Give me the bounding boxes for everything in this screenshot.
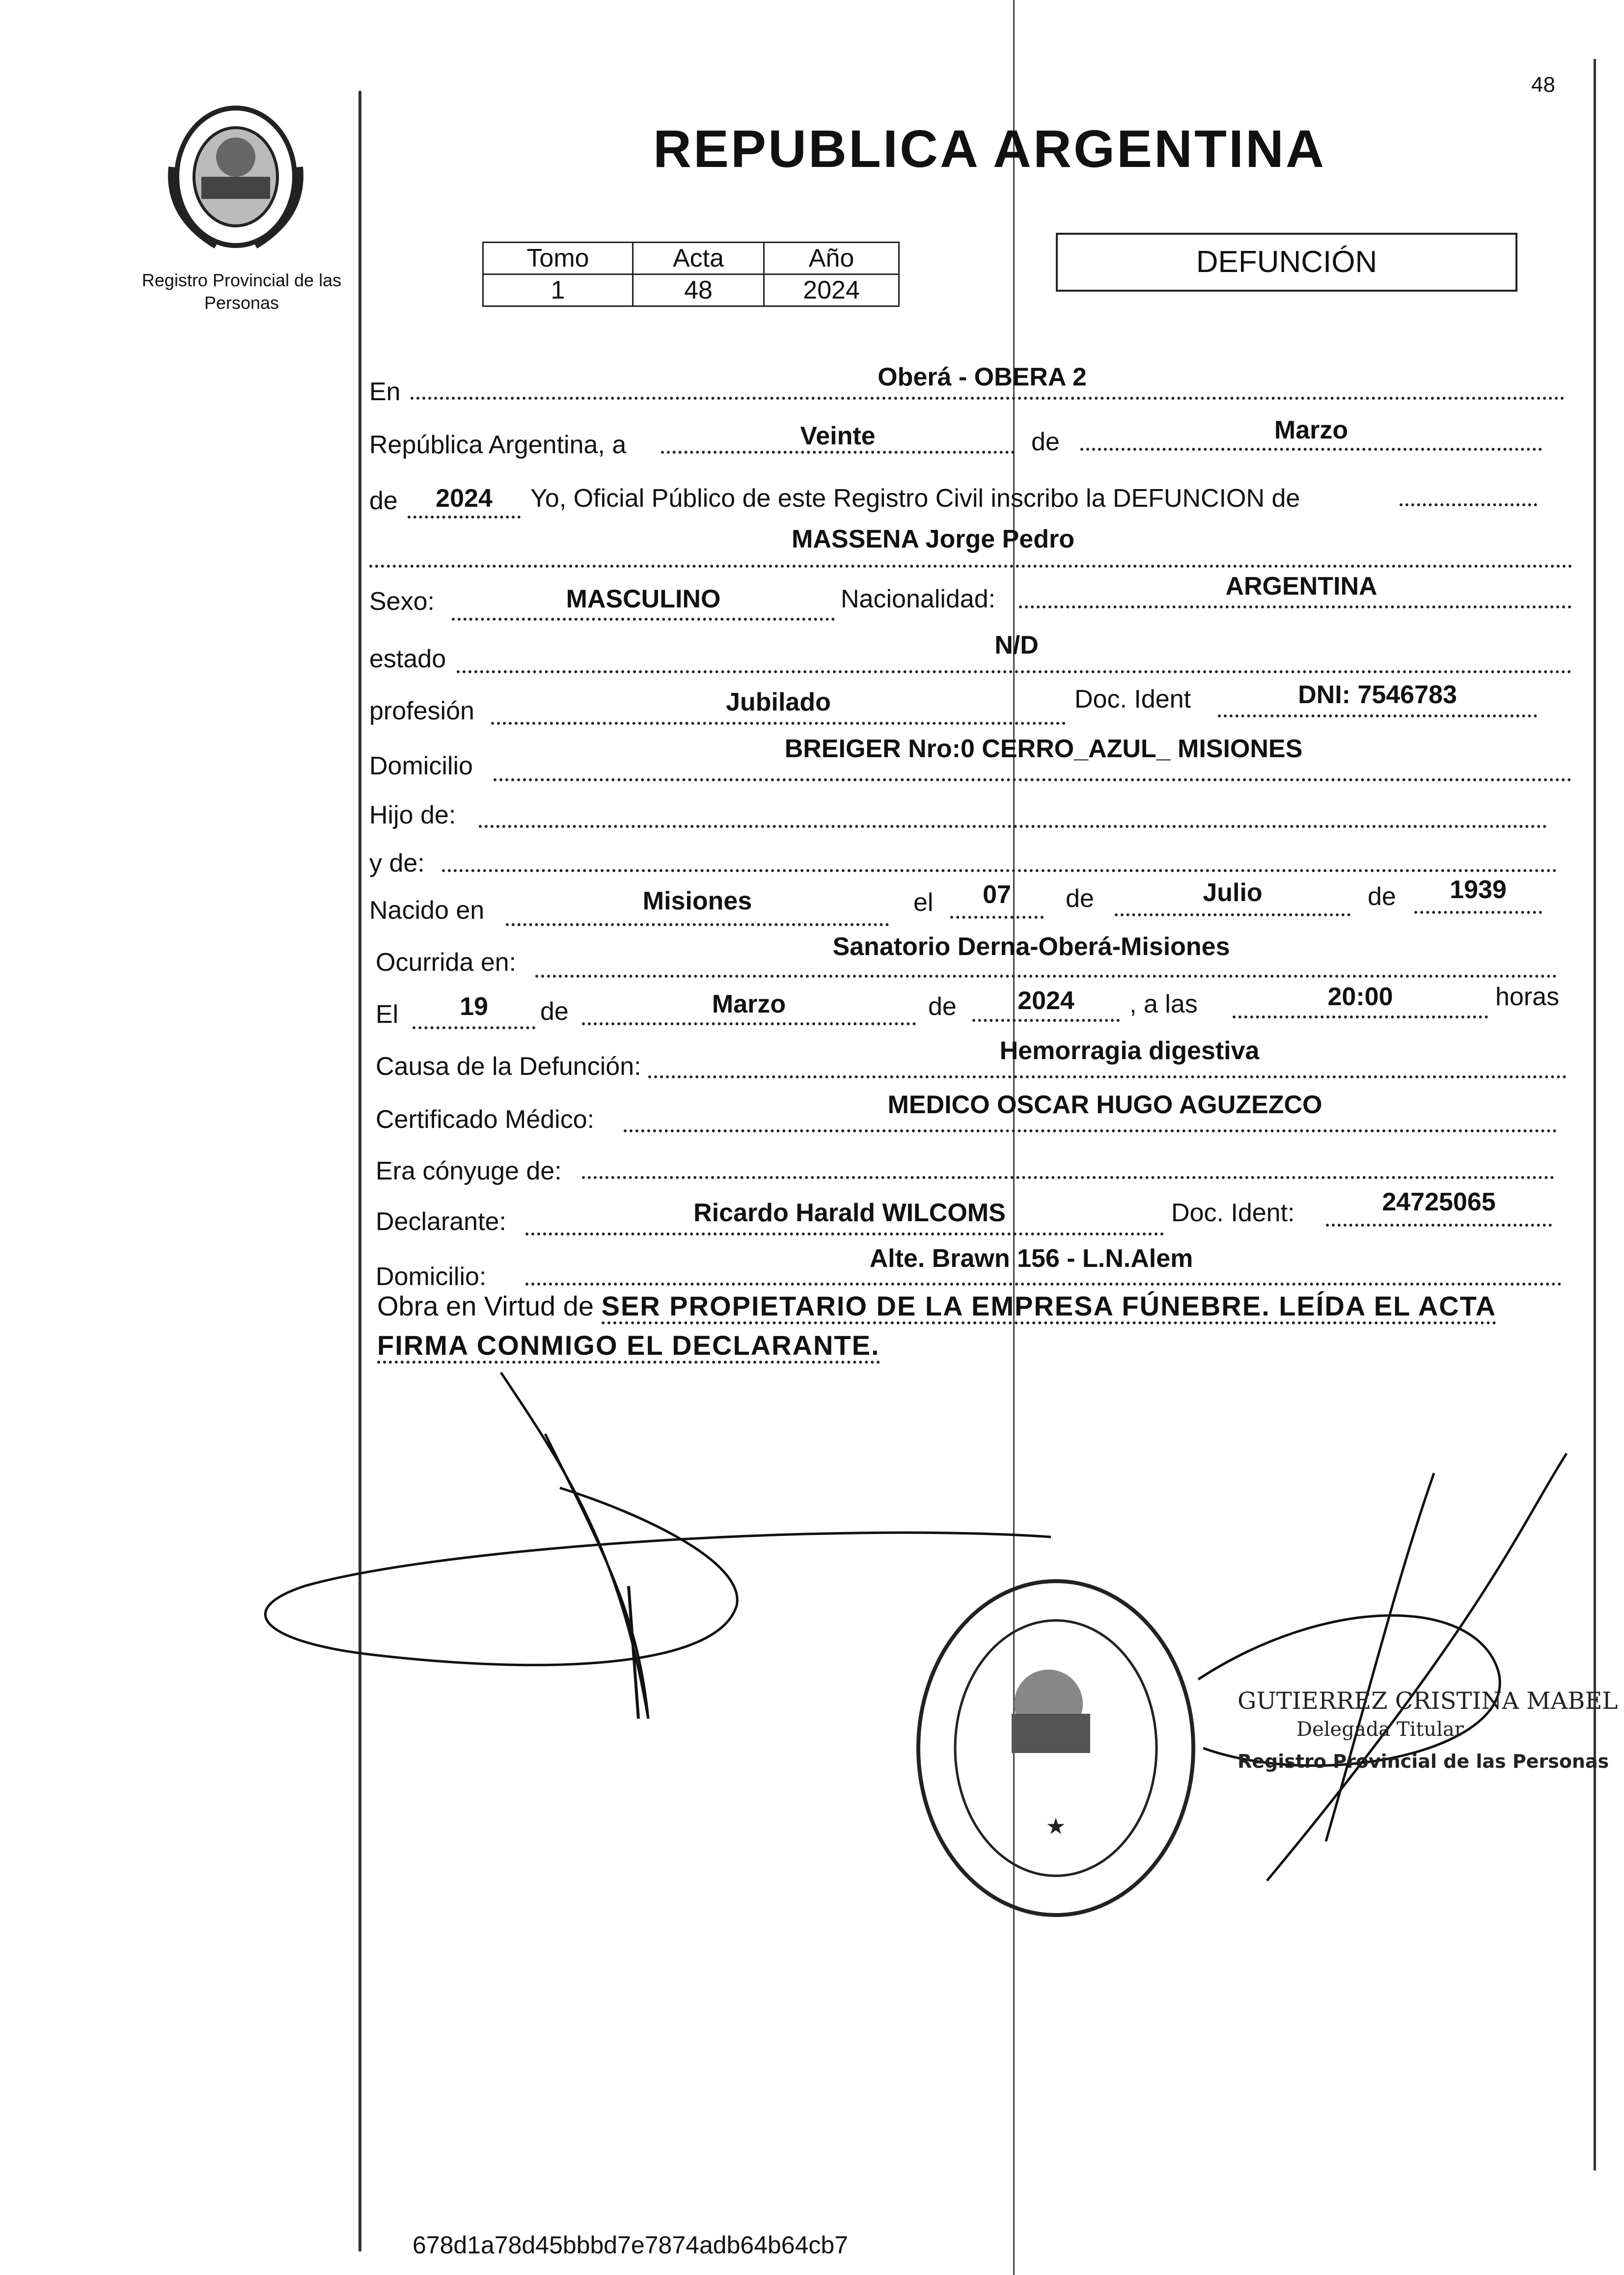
- value-declarante: Ricardo Harald WILCOMS: [693, 1199, 1006, 1227]
- value-declarante-doc: 24725065: [1382, 1188, 1496, 1216]
- page-number: 48: [1531, 73, 1555, 97]
- label-de3: de: [1066, 884, 1094, 913]
- label-certificado: Certificado Médico:: [376, 1105, 595, 1134]
- table-header-acta: Acta: [633, 243, 764, 274]
- value-mes: Marzo: [1274, 416, 1349, 444]
- label-obra: Obra en Virtud de: [377, 1290, 594, 1321]
- label-a-las: , a las: [1129, 990, 1198, 1018]
- table-value-tomo: 1: [483, 274, 633, 306]
- label-de2: de: [369, 487, 398, 515]
- value-certificado: MEDICO OSCAR HUGO AGUZEZCO: [887, 1091, 1322, 1119]
- label-estado: estado: [369, 645, 446, 673]
- value-fallec-dia: 19: [460, 992, 488, 1021]
- value-declarante-domicilio: Alte. Brawn 156 - L.N.Alem: [869, 1244, 1193, 1273]
- value-profesion: Jubilado: [726, 688, 831, 716]
- value-doc-ident: DNI: 7546783: [1298, 681, 1457, 709]
- label-conyuge: Era cónyuge de:: [376, 1157, 562, 1185]
- document-title: REPUBLICA ARGENTINA: [653, 119, 1326, 178]
- label-de4: de: [1368, 882, 1396, 911]
- table-value-anio: 2024: [764, 274, 899, 306]
- value-sexo: MASCULINO: [566, 585, 721, 613]
- value-nacido-en: Misiones: [642, 887, 752, 915]
- value-estado: N/D: [994, 631, 1039, 659]
- svg-text:Registro Provincial de las Per: Registro Provincial de las Personas: [1238, 1751, 1609, 1772]
- label-en: En: [369, 378, 401, 406]
- value-lugar: Oberá - OBERA 2: [878, 363, 1087, 391]
- label-sexo: Sexo:: [369, 587, 435, 616]
- label-ocurrida-en: Ocurrida en:: [376, 948, 517, 977]
- document-hash: 678d1a78d45bbbd7e7874adb64b64cb7: [413, 2231, 849, 2259]
- label-declarante: Declarante:: [376, 1207, 506, 1236]
- label-y-de: y de:: [369, 849, 425, 877]
- label-doc-ident: Doc. Ident: [1074, 685, 1191, 713]
- table-value-acta: 48: [633, 274, 764, 306]
- value-fallec-anio: 2024: [1018, 987, 1074, 1015]
- record-type-box: DEFUNCIÓN: [1056, 233, 1517, 292]
- value-fallec-hora: 20:00: [1327, 983, 1393, 1011]
- value-anio: 2024: [436, 484, 493, 513]
- value-obra-virtud: SER PROPIETARIO DE LA EMPRESA FÚNEBRE. LEÍDA EL ACTA FIRMA CONMIGO EL DECLARANTE.: [377, 1290, 1496, 1364]
- label-hijo-de: Hijo de:: [369, 801, 456, 829]
- value-nombre: MASSENA Jorge Pedro: [792, 525, 1074, 553]
- label-el2: El: [376, 1000, 399, 1029]
- label-nacionalidad: Nacionalidad:: [841, 585, 996, 613]
- label-causa: Causa de la Defunción:: [376, 1052, 641, 1081]
- label-domicilio: Domicilio: [369, 752, 473, 780]
- svg-text:GUTIERREZ CRISTINA MABEL: GUTIERREZ CRISTINA MABEL: [1238, 1687, 1618, 1715]
- value-nacionalidad: ARGENTINA: [1225, 572, 1377, 601]
- label-de6: de: [928, 992, 957, 1021]
- label-yo: Yo, Oficial Público de este Registro Civil inscribo la DEFUNCION de: [530, 484, 1300, 513]
- label-horas: horas: [1495, 983, 1560, 1011]
- value-nacido-mes: Julio: [1203, 878, 1263, 907]
- label-profesion: profesión: [369, 697, 474, 725]
- value-domicilio: BREIGER Nro:0 CERRO_AZUL_ MISIONES: [784, 735, 1303, 763]
- svg-text:★: ★: [1046, 1813, 1066, 1839]
- table-header-anio: Año: [764, 243, 899, 274]
- label-el: el: [913, 888, 934, 917]
- svg-text:Delegada Titular: Delegada Titular: [1296, 1718, 1464, 1741]
- label-doc-ident2: Doc. Ident:: [1171, 1199, 1295, 1227]
- value-fallec-mes: Marzo: [712, 990, 786, 1018]
- label-domicilio2: Domicilio:: [376, 1262, 487, 1291]
- value-nacido-dia: 07: [983, 880, 1011, 909]
- label-de: de: [1031, 428, 1060, 456]
- value-ocurrida-en: Sanatorio Derna-Oberá-Misiones: [832, 932, 1230, 961]
- label-de5: de: [540, 997, 569, 1026]
- table-header-tomo: Tomo: [483, 243, 633, 274]
- value-nacido-anio: 1939: [1450, 876, 1507, 904]
- registry-label: Registro Provincial de las Personas: [141, 270, 342, 313]
- value-causa: Hemorragia digestiva: [999, 1037, 1260, 1065]
- label-republica: República Argentina, a: [369, 431, 627, 459]
- value-dia: Veinte: [800, 422, 876, 450]
- label-nacido-en: Nacido en: [369, 896, 485, 925]
